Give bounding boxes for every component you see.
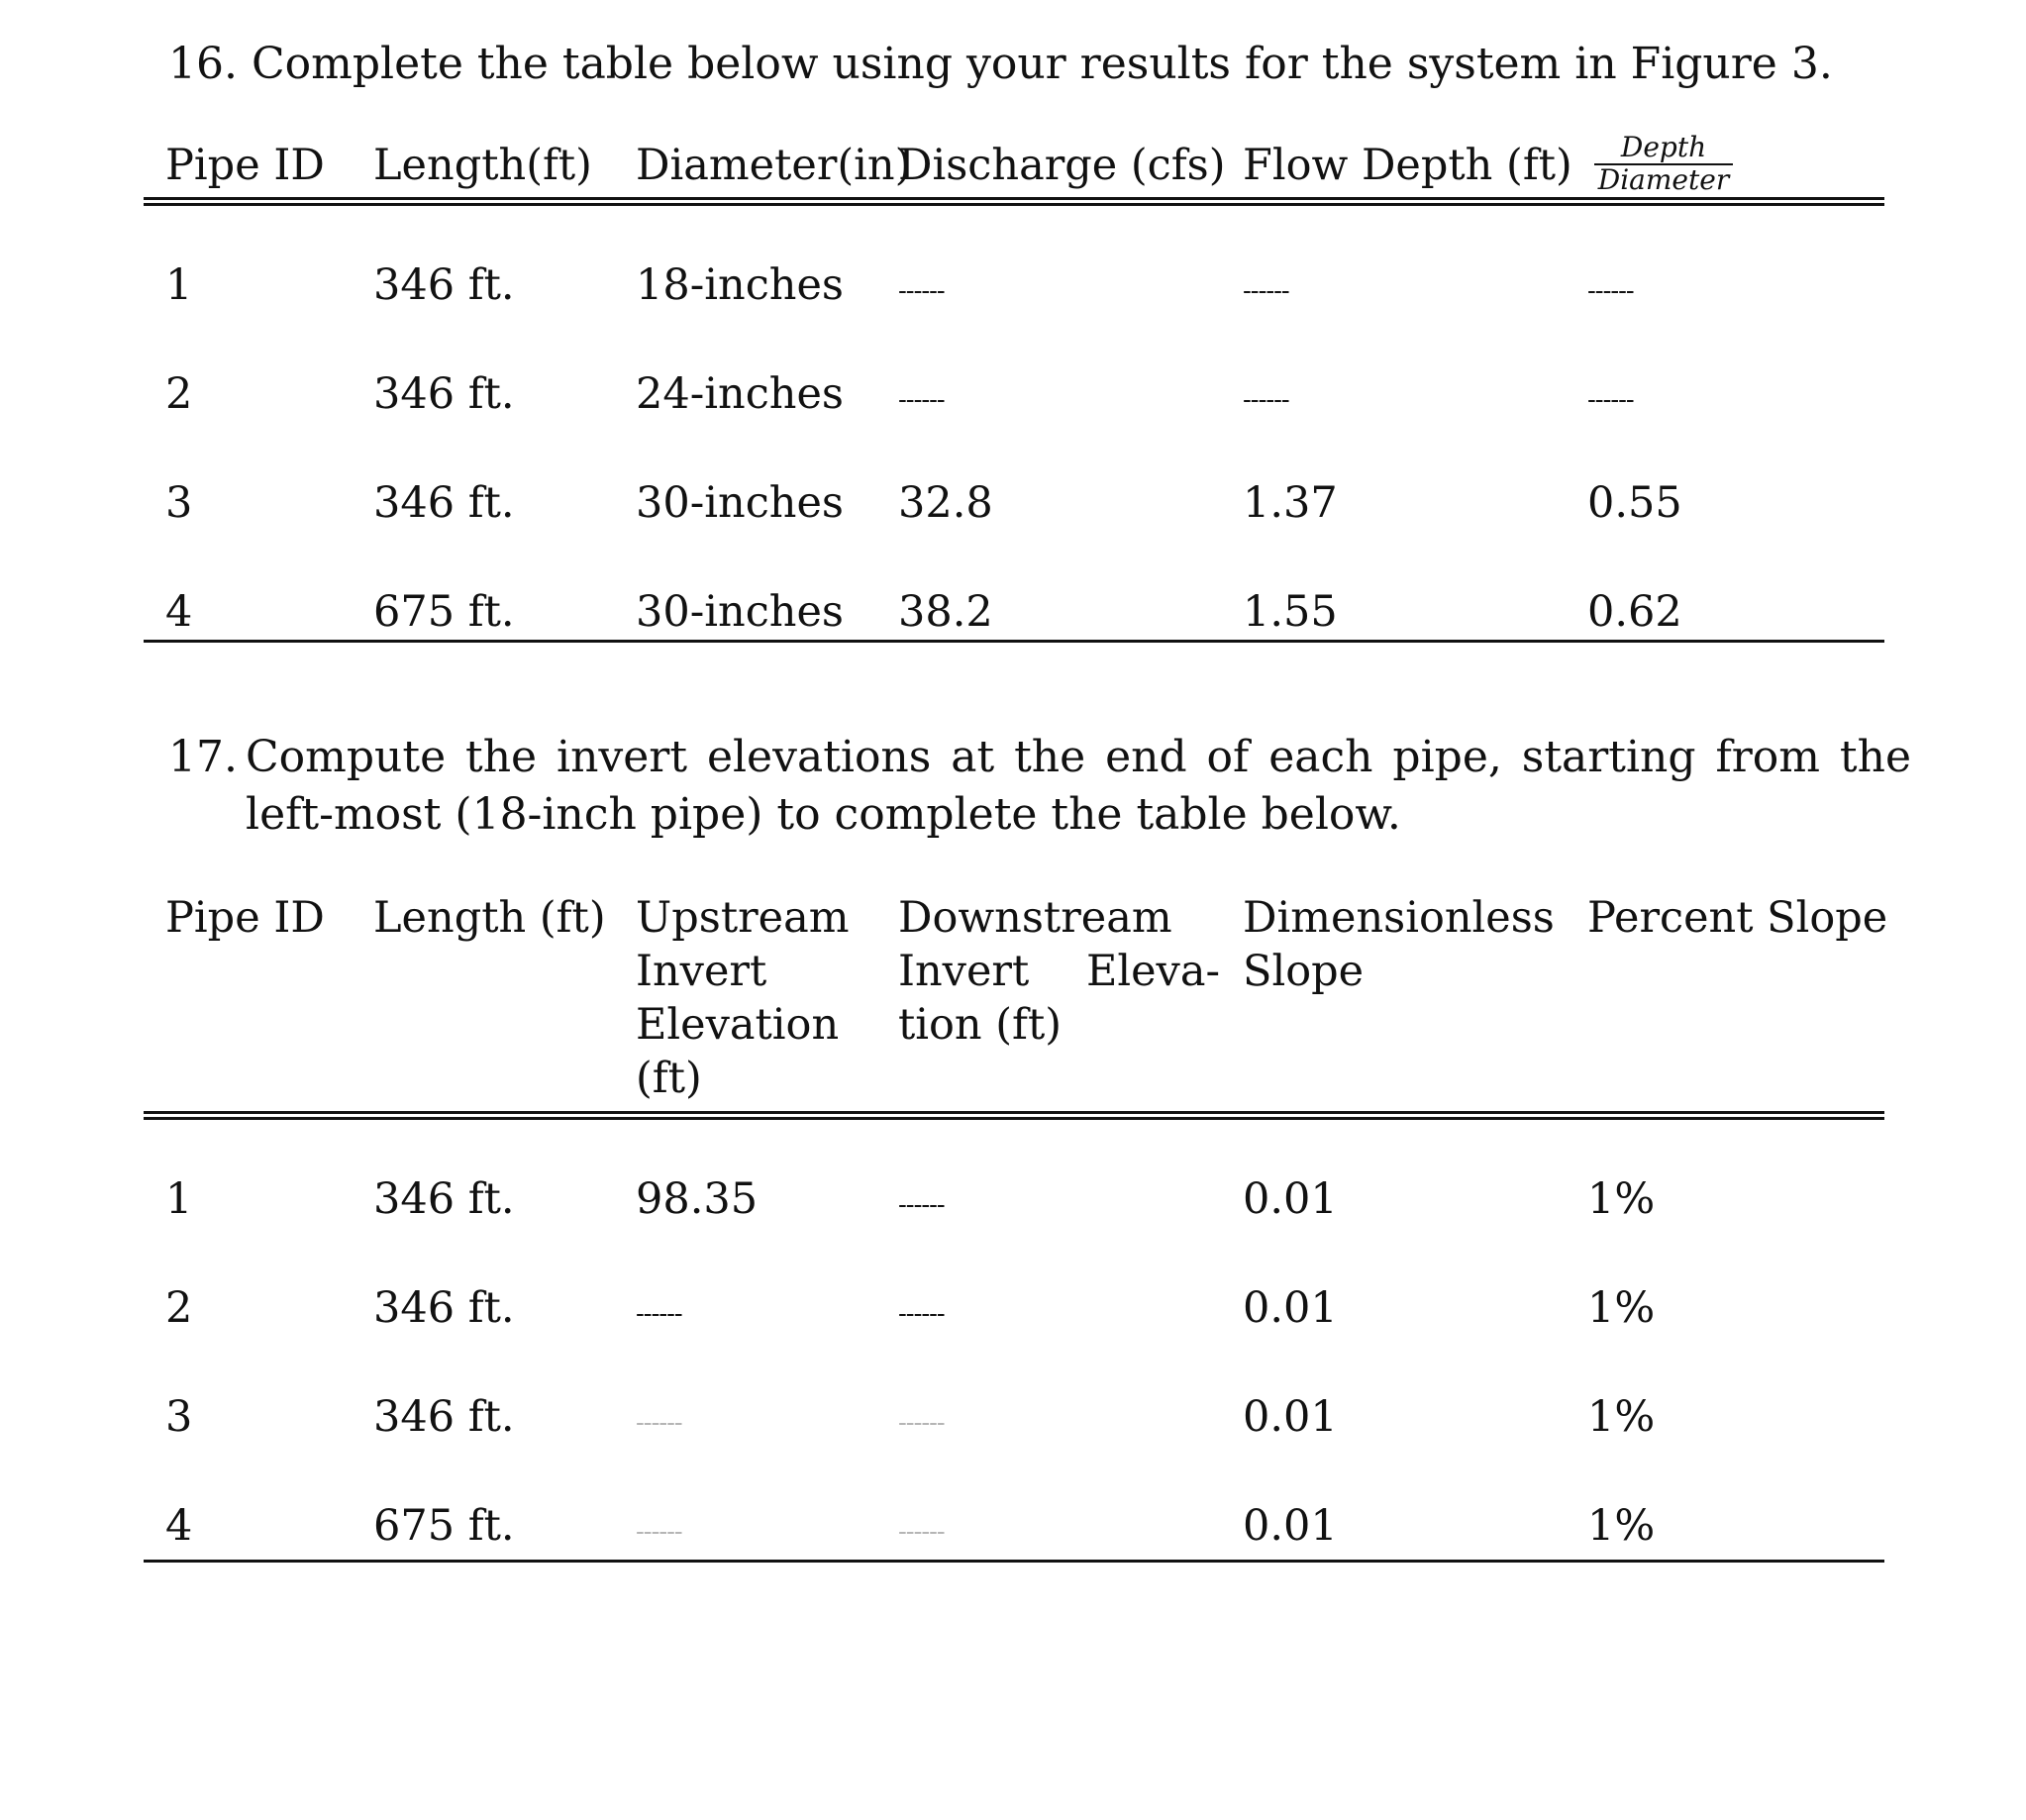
header-discharge: Discharge (cfs): [898, 141, 1226, 190]
pipe-results-table: [144, 131, 1884, 643]
cell-pipe-id: 1: [165, 260, 193, 310]
header-length: Length (ft): [373, 893, 606, 943]
table-row: [144, 1387, 1884, 1447]
cell-pipe-id: 4: [165, 1501, 193, 1551]
cell-diameter: 24-inches: [636, 369, 844, 419]
cell-percent-slope: 1%: [1587, 1174, 1656, 1224]
cell-dimensionless-slope: 0.01: [1243, 1283, 1338, 1333]
cell-upstream-invert: 98.35: [636, 1174, 759, 1224]
table-row: [144, 1169, 1884, 1229]
header-downstream-invert-elevation: Downstream Invert Eleva- tion (ft): [898, 893, 1220, 1050]
header-pipe-id: Pipe ID: [165, 141, 325, 190]
cell-diameter: 30-inches: [636, 587, 844, 637]
cell-dimensionless-slope: 0.01: [1243, 1501, 1338, 1551]
cell-flow-depth: 1.37: [1243, 478, 1338, 528]
cell-discharge: ------: [898, 385, 945, 415]
cell-percent-slope: 1%: [1587, 1392, 1656, 1442]
header-flow-depth: Flow Depth (ft): [1243, 141, 1572, 190]
header-diameter: Diameter(in): [636, 141, 912, 190]
cell-length: 346 ft.: [373, 478, 515, 528]
header-length: Length(ft): [373, 141, 592, 190]
header-pipe-id: Pipe ID: [165, 893, 325, 943]
cell-downstream-invert: ------: [898, 1408, 945, 1438]
header-dimensionless-slope: Dimensionless Slope: [1243, 893, 1555, 996]
table-row: [144, 473, 1884, 533]
question-16: [168, 36, 1931, 93]
cell-length: 675 ft.: [373, 1501, 515, 1551]
cell-flow-depth: ------: [1243, 385, 1289, 415]
cell-length: 346 ft.: [373, 1283, 515, 1333]
table-row: [144, 582, 1884, 642]
cell-length: 346 ft.: [373, 260, 515, 310]
question-17: [168, 729, 1911, 844]
table-row: [144, 1278, 1884, 1338]
cell-length: 346 ft.: [373, 369, 515, 419]
cell-pipe-id: 3: [165, 478, 193, 528]
cell-diameter: 18-inches: [636, 260, 844, 310]
cell-discharge: ------: [898, 276, 945, 306]
cell-depth-ratio: ------: [1587, 385, 1634, 415]
invert-elevation-table-header: [144, 891, 1888, 1120]
header-upstream-invert-elevation: Upstream Invert Elevation (ft): [636, 893, 850, 1103]
cell-discharge: 32.8: [898, 478, 993, 528]
question-17-text: Compute the invert elevations at the end of each pipe, starting from the left-most (18-inch pipe) to complete the table below.: [246, 732, 1911, 840]
cell-percent-slope: 1%: [1587, 1501, 1656, 1551]
cell-length: 346 ft.: [373, 1174, 515, 1224]
cell-dimensionless-slope: 0.01: [1243, 1174, 1338, 1224]
question-16-number: 16.: [168, 39, 238, 89]
cell-downstream-invert: ------: [898, 1299, 945, 1329]
cell-depth-ratio: 0.55: [1587, 478, 1682, 528]
cell-upstream-invert: ------: [636, 1517, 682, 1547]
cell-pipe-id: 2: [165, 1283, 193, 1333]
pipe-results-table-body: [144, 206, 1884, 643]
cell-pipe-id: 4: [165, 587, 193, 637]
cell-pipe-id: 2: [165, 369, 193, 419]
table-row: [144, 364, 1884, 424]
cell-length: 675 ft.: [373, 587, 515, 637]
cell-flow-depth: 1.55: [1243, 587, 1338, 637]
cell-downstream-invert: ------: [898, 1190, 945, 1220]
cell-dimensionless-slope: 0.01: [1243, 1392, 1338, 1442]
table-row: [144, 1496, 1884, 1556]
cell-depth-ratio: 0.62: [1587, 587, 1682, 637]
cell-pipe-id: 1: [165, 1174, 193, 1224]
header-percent-slope: Percent Slope: [1587, 893, 1888, 943]
invert-elevation-table-body: [144, 1120, 1884, 1563]
cell-length: 346 ft.: [373, 1392, 515, 1442]
cell-upstream-invert: ------: [636, 1408, 682, 1438]
cell-diameter: 30-inches: [636, 478, 844, 528]
ratio-denominator: Diameter: [1597, 165, 1730, 191]
pipe-results-table-header: [144, 131, 1884, 206]
ratio-numerator: Depth: [1594, 133, 1733, 165]
cell-flow-depth: ------: [1243, 276, 1289, 306]
cell-depth-ratio: ------: [1587, 276, 1634, 306]
question-16-text: Complete the table below using your results for the system in Figure 3.: [251, 39, 1833, 89]
invert-elevation-table: [144, 891, 1888, 1563]
cell-percent-slope: 1%: [1587, 1283, 1656, 1333]
header-depth-over-diameter: [1594, 133, 1733, 191]
question-17-number: 17.: [168, 732, 238, 782]
cell-pipe-id: 3: [165, 1392, 193, 1442]
cell-upstream-invert: ------: [636, 1299, 682, 1329]
cell-discharge: 38.2: [898, 587, 993, 637]
table-row: [144, 255, 1884, 315]
cell-downstream-invert: ------: [898, 1517, 945, 1547]
